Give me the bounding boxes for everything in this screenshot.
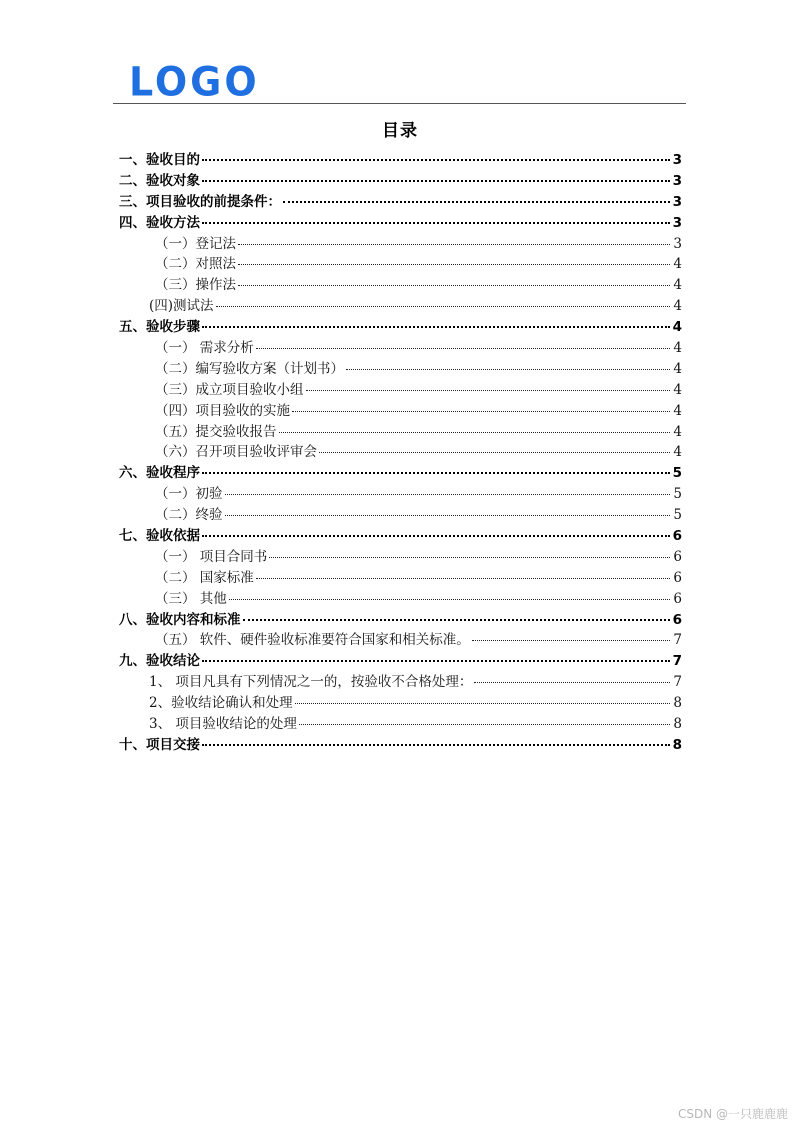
toc-page-number: 3 bbox=[672, 214, 682, 231]
toc-dot-leader bbox=[269, 557, 670, 558]
toc-entry[interactable] bbox=[119, 252, 682, 273]
toc-entry[interactable] bbox=[119, 378, 682, 399]
toc-entry-text: 二、验收对象 bbox=[119, 172, 200, 189]
toc-dot-leader bbox=[225, 515, 671, 516]
toc-entry-text: （二） 国家标准 bbox=[155, 569, 254, 586]
toc-page-number: 3 bbox=[672, 172, 682, 189]
toc-page-number: 3 bbox=[672, 152, 682, 168]
toc-entry[interactable] bbox=[119, 482, 682, 503]
toc-dot-leader bbox=[229, 599, 670, 600]
toc-title: 目录 bbox=[382, 121, 418, 141]
toc-entry-text: 一、验收目的 bbox=[119, 152, 200, 168]
toc-entry-text: （四）项目验收的实施 bbox=[155, 402, 290, 419]
toc-page-number: 6 bbox=[672, 611, 682, 628]
toc-dot-leader bbox=[256, 348, 670, 349]
toc-entry-text: （五）提交验收报告 bbox=[155, 423, 277, 440]
toc-dot-leader bbox=[202, 180, 670, 182]
toc-dot-leader bbox=[202, 472, 670, 474]
toc-entry[interactable] bbox=[119, 670, 682, 691]
toc-entry[interactable] bbox=[119, 232, 682, 253]
toc-dot-leader bbox=[306, 390, 671, 391]
toc-dot-leader bbox=[238, 285, 670, 286]
table-of-contents bbox=[119, 148, 682, 754]
toc-page-number: 6 bbox=[673, 548, 682, 565]
toc-entry-text: （六）召开项目验收评审会 bbox=[155, 444, 317, 461]
toc-page-number: 8 bbox=[673, 695, 682, 712]
toc-entry[interactable] bbox=[119, 608, 682, 629]
toc-entry-text: （一） 需求分析 bbox=[155, 340, 254, 357]
toc-page-number: 6 bbox=[672, 528, 682, 545]
toc-entry-text: 五、验收步骤 bbox=[119, 319, 200, 336]
toc-entry[interactable] bbox=[119, 691, 682, 712]
toc-entry-text: （一）初验 bbox=[155, 486, 223, 503]
toc-entry[interactable] bbox=[119, 294, 682, 315]
toc-entry[interactable] bbox=[119, 420, 682, 441]
toc-entry-text: 1、 项目凡具有下列情况之一的，按验收不合格处理： bbox=[149, 674, 473, 691]
toc-entry[interactable] bbox=[119, 336, 682, 357]
toc-page-number: 4 bbox=[673, 277, 682, 294]
toc-entry[interactable] bbox=[119, 545, 682, 566]
toc-entry[interactable] bbox=[119, 315, 682, 336]
toc-dot-leader bbox=[202, 660, 670, 662]
toc-entry-text: （二）编写验收方案（计划书） bbox=[155, 360, 344, 377]
toc-page-number: 4 bbox=[673, 256, 682, 273]
toc-entry-text: 八、验收内容和标准 bbox=[119, 611, 241, 628]
toc-entry-text: 十、项目交接 bbox=[119, 736, 200, 753]
toc-dot-leader bbox=[346, 369, 670, 370]
toc-entry[interactable] bbox=[119, 587, 682, 608]
toc-page-number: 3 bbox=[672, 193, 682, 210]
toc-dot-leader bbox=[202, 744, 670, 746]
toc-page-number: 4 bbox=[673, 298, 682, 315]
toc-dot-leader bbox=[319, 452, 670, 453]
toc-page-number: 4 bbox=[673, 444, 682, 461]
toc-entry-text: （二）终验 bbox=[155, 507, 223, 524]
toc-dot-leader bbox=[202, 222, 670, 224]
toc-entry[interactable] bbox=[119, 190, 682, 211]
toc-page-number: 4 bbox=[673, 340, 682, 357]
toc-dot-leader bbox=[202, 535, 670, 537]
toc-page-number: 8 bbox=[673, 716, 682, 733]
toc-entry[interactable] bbox=[119, 566, 682, 587]
toc-page-number: 6 bbox=[673, 590, 682, 607]
toc-dot-leader bbox=[472, 640, 670, 641]
toc-entry[interactable] bbox=[119, 503, 682, 524]
toc-entry-text: 3、 项目验收结论的处理 bbox=[149, 716, 297, 733]
toc-page-number: 5 bbox=[673, 486, 682, 503]
toc-dot-leader bbox=[202, 159, 670, 161]
toc-page-number: 4 bbox=[673, 423, 682, 440]
toc-page-number: 7 bbox=[672, 653, 682, 670]
toc-dot-leader bbox=[295, 703, 670, 704]
toc-page-number: 3 bbox=[673, 235, 682, 252]
toc-entry-text: 四、验收方法 bbox=[119, 214, 200, 231]
header-divider bbox=[113, 103, 686, 104]
toc-dot-leader bbox=[238, 244, 670, 245]
toc-page-number: 7 bbox=[673, 632, 682, 649]
toc-entry-text: （一） 项目合同书 bbox=[155, 548, 268, 565]
toc-entry[interactable] bbox=[119, 357, 682, 378]
toc-entry-text: 三、项目验收的前提条件： bbox=[119, 193, 281, 210]
toc-entry[interactable] bbox=[119, 169, 682, 190]
toc-entry[interactable] bbox=[119, 273, 682, 294]
toc-page-number: 4 bbox=[673, 360, 682, 377]
toc-page-number: 8 bbox=[672, 736, 682, 753]
toc-dot-leader bbox=[299, 724, 670, 725]
csdn-watermark: CSDN @一只鹿鹿鹿 bbox=[677, 1107, 788, 1121]
toc-page-number: 5 bbox=[672, 465, 682, 482]
toc-entry-text: (四)测试法 bbox=[149, 298, 214, 315]
toc-entry[interactable] bbox=[119, 649, 682, 670]
toc-dot-leader bbox=[243, 619, 671, 621]
toc-dot-leader bbox=[292, 411, 670, 412]
toc-page-number: 6 bbox=[673, 569, 682, 586]
toc-dot-leader bbox=[256, 578, 670, 579]
toc-entry[interactable] bbox=[119, 399, 682, 420]
toc-entry[interactable] bbox=[119, 628, 682, 649]
company-logo: LOGO bbox=[129, 58, 260, 106]
toc-entry[interactable] bbox=[119, 461, 682, 482]
toc-entry[interactable] bbox=[119, 148, 682, 169]
toc-entry-text: （五） 软件、硬件验收标准要符合国家和相关标准。 bbox=[155, 632, 470, 649]
toc-entry-text: 2、验收结论确认和处理 bbox=[149, 695, 293, 712]
toc-entry-text: （三） 其他 bbox=[155, 590, 227, 607]
toc-dot-leader bbox=[225, 494, 671, 495]
toc-dot-leader bbox=[283, 201, 670, 203]
toc-entry-text: 六、验收程序 bbox=[119, 465, 200, 482]
toc-entry[interactable] bbox=[119, 712, 682, 733]
toc-dot-leader bbox=[216, 306, 670, 307]
toc-entry-text: （二）对照法 bbox=[155, 256, 236, 273]
toc-entry[interactable] bbox=[119, 440, 682, 461]
toc-entry-text: （三）操作法 bbox=[155, 277, 236, 294]
toc-entry-text: （一）登记法 bbox=[155, 235, 236, 252]
toc-entry-text: 七、验收依据 bbox=[119, 528, 200, 545]
toc-page-number: 4 bbox=[673, 402, 682, 419]
toc-page-number: 5 bbox=[673, 507, 682, 524]
toc-dot-leader bbox=[474, 682, 670, 683]
toc-entry-text: 九、验收结论 bbox=[119, 653, 200, 670]
toc-entry[interactable] bbox=[119, 733, 682, 754]
toc-page-number: 4 bbox=[673, 381, 682, 398]
toc-entry-text: （三）成立项目验收小组 bbox=[155, 381, 304, 398]
toc-page-number: 4 bbox=[672, 319, 682, 336]
toc-entry[interactable] bbox=[119, 524, 682, 545]
toc-dot-leader bbox=[279, 432, 671, 433]
toc-entry[interactable] bbox=[119, 211, 682, 232]
toc-dot-leader bbox=[238, 264, 670, 265]
toc-dot-leader bbox=[202, 326, 670, 328]
toc-page-number: 7 bbox=[673, 674, 682, 691]
